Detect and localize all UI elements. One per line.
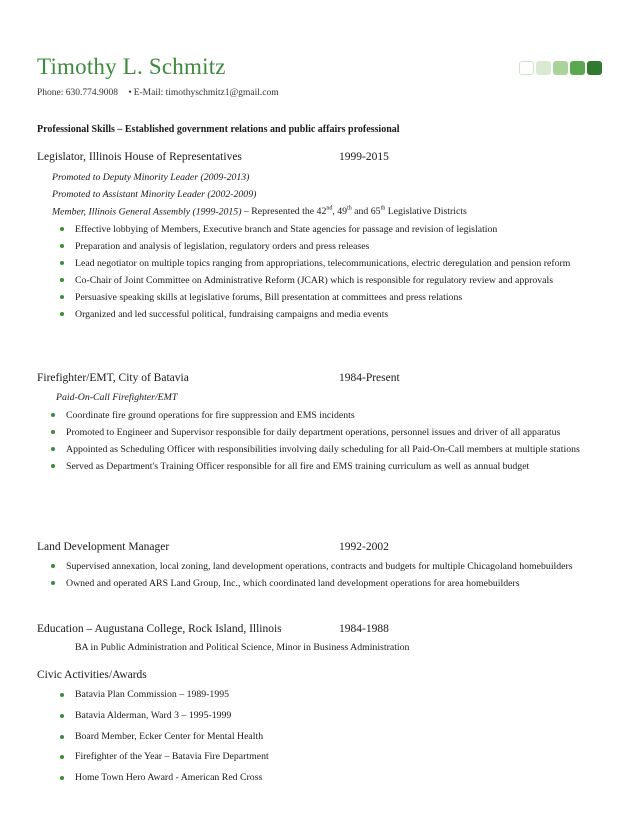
- list-item: [66, 558, 601, 575]
- square-1-icon: [519, 61, 534, 75]
- bullet-icon: [60, 244, 64, 248]
- sup-nd: nd: [326, 206, 333, 212]
- list-item: [66, 441, 601, 458]
- list-item: [75, 255, 595, 272]
- bullet-icon: [51, 430, 55, 434]
- education-degree: BA in Public Administration and Political Science, Minor in Business Administration: [75, 642, 410, 653]
- resume-name: Timothy L. Schmitz: [37, 54, 226, 79]
- list-item-text: Effective lobbying of Members, Executive branch and State agencies for passage and revision of legislation: [75, 224, 498, 235]
- civic-activities-title: Civic Activities/Awards: [37, 669, 147, 681]
- list-item-text: Persuasive speaking skills at legislative forums, Bill presentation at committees and press relations: [75, 292, 463, 303]
- list-item-text: Served as Department's Training Officer responsible for all fire and EMS training curriculum as well as annual budget: [66, 461, 530, 472]
- bullet-icon: [60, 278, 64, 282]
- list-item: [75, 272, 595, 289]
- list-item-text: Preparation and analysis of legislation, regulatory orders and press releases: [75, 241, 370, 252]
- list-item: [66, 575, 601, 592]
- list-item-text: Co-Chair of Joint Committee on Administrative Reform (JCAR) which is responsible for regulatory review and approvals: [75, 275, 554, 286]
- square-4-icon: [570, 61, 585, 75]
- bullet-icon: [51, 581, 55, 585]
- square-3-icon: [553, 61, 568, 75]
- bullet-icon: [51, 413, 55, 417]
- list-item-text: Lead negotiator on multiple topics ranging from appropriations, telecommunications, electric deregulation and pension reform: [75, 258, 571, 269]
- square-2-icon: [536, 61, 551, 75]
- desc-part-c: and 65: [351, 206, 381, 218]
- email-text: E-Mail: timothyschmitz1@gmail.com: [133, 88, 279, 98]
- legislator-title: Legislator, Illinois House of Representatives: [37, 151, 242, 163]
- list-item: [66, 424, 601, 441]
- list-item-text: Appointed as Scheduling Officer with responsibilities involving daily scheduling for all Paid-On-Call members at multiple stations: [66, 444, 580, 455]
- bullet-icon: [60, 693, 64, 697]
- firefighter-bullets: [66, 407, 601, 475]
- member-role-text: Member, Illinois General Assembly (1999-2015): [52, 206, 242, 218]
- phone-text: Phone: 630.774.9008: [37, 88, 119, 98]
- list-item-text: Batavia Plan Commission – 1989-1995: [75, 689, 230, 700]
- legislator-bullets: [75, 221, 595, 323]
- square-5-icon: [587, 61, 602, 75]
- list-item-text: Organized and led successful political, fundraising campaigns and media events: [75, 309, 389, 320]
- sup-th-1: th: [347, 206, 352, 212]
- bullet-icon: [60, 261, 64, 265]
- contact-line: [37, 88, 279, 98]
- legislator-dates: 1999-2015: [339, 151, 389, 163]
- list-item: [75, 221, 595, 238]
- bullet-icon: [60, 735, 64, 739]
- bullet-icon: [51, 447, 55, 451]
- education-dates: 1984-1988: [339, 623, 389, 635]
- bullet-icon: [60, 227, 64, 231]
- list-item-text: Board Member, Ecker Center for Mental Health: [75, 730, 264, 742]
- list-item-text: Coordinate fire ground operations for fire suppression and EMS incidents: [66, 410, 355, 421]
- bullet-icon: [51, 464, 55, 468]
- list-item: [75, 747, 575, 768]
- professional-skills-headline: Professional Skills – Established government relations and public affairs professional: [37, 124, 400, 135]
- member-role-desc: [241, 206, 466, 217]
- bullet-icon: [60, 312, 64, 316]
- desc-part-a: – Represented the 42: [241, 206, 327, 218]
- list-item: [75, 306, 595, 323]
- education-title: Education – Augustana College, Rock Island, Illinois: [37, 623, 282, 635]
- bullet-icon: [51, 564, 55, 568]
- role-deputy-minority-leader: Promoted to Deputy Minority Leader (2009-2013): [52, 172, 250, 183]
- desc-part-d: Legislative Districts: [385, 206, 467, 218]
- list-item-text: Supervised annexation, local zoning, land development operations, contracts and budgets for multiple Chicagoland homebuilders: [66, 561, 573, 572]
- list-item: [66, 458, 601, 475]
- list-item-text: Batavia Alderman, Ward 3 – 1995-1999: [75, 709, 232, 721]
- list-item: [75, 727, 575, 748]
- firefighter-title: Firefighter/EMT, City of Batavia: [37, 372, 189, 384]
- sup-th-2: th: [380, 206, 386, 212]
- land-development-title: Land Development Manager: [37, 541, 170, 553]
- list-item: [75, 768, 575, 789]
- list-item-text: Home Town Hero Award - American Red Cross: [75, 772, 263, 784]
- desc-part-b: , 49: [332, 206, 348, 218]
- bullet-icon: [60, 755, 64, 759]
- list-item-text: Promoted to Engineer and Supervisor responsible for daily department operations, personnel issues and driver of all apparatus: [66, 427, 561, 438]
- role-member-general-assembly: [52, 206, 467, 217]
- list-item-text: Owned and operated ARS Land Group, Inc., which coordinated land development operations for area homebuilders: [66, 578, 520, 589]
- list-item: [75, 685, 575, 706]
- list-item-text: Firefighter of the Year – Batavia Fire Department: [75, 751, 269, 763]
- decorative-squares: [519, 61, 602, 75]
- list-item: [75, 706, 575, 727]
- land-development-bullets: [66, 558, 601, 592]
- bullet-icon: [60, 714, 64, 718]
- list-item: [75, 238, 595, 255]
- list-item: [66, 407, 601, 424]
- role-assistant-minority-leader: Promoted to Assistant Minority Leader (2002-2009): [52, 189, 257, 200]
- firefighter-dates: 1984-Present: [339, 372, 400, 384]
- role-paid-on-call: Paid-On-Call Firefighter/EMT: [56, 392, 178, 403]
- bullet-separator-icon: •: [128, 88, 132, 98]
- land-development-dates: 1992-2002: [339, 541, 389, 553]
- civic-bullets: [75, 685, 575, 789]
- list-item: [75, 289, 595, 306]
- bullet-icon: [60, 776, 64, 780]
- bullet-icon: [60, 295, 64, 299]
